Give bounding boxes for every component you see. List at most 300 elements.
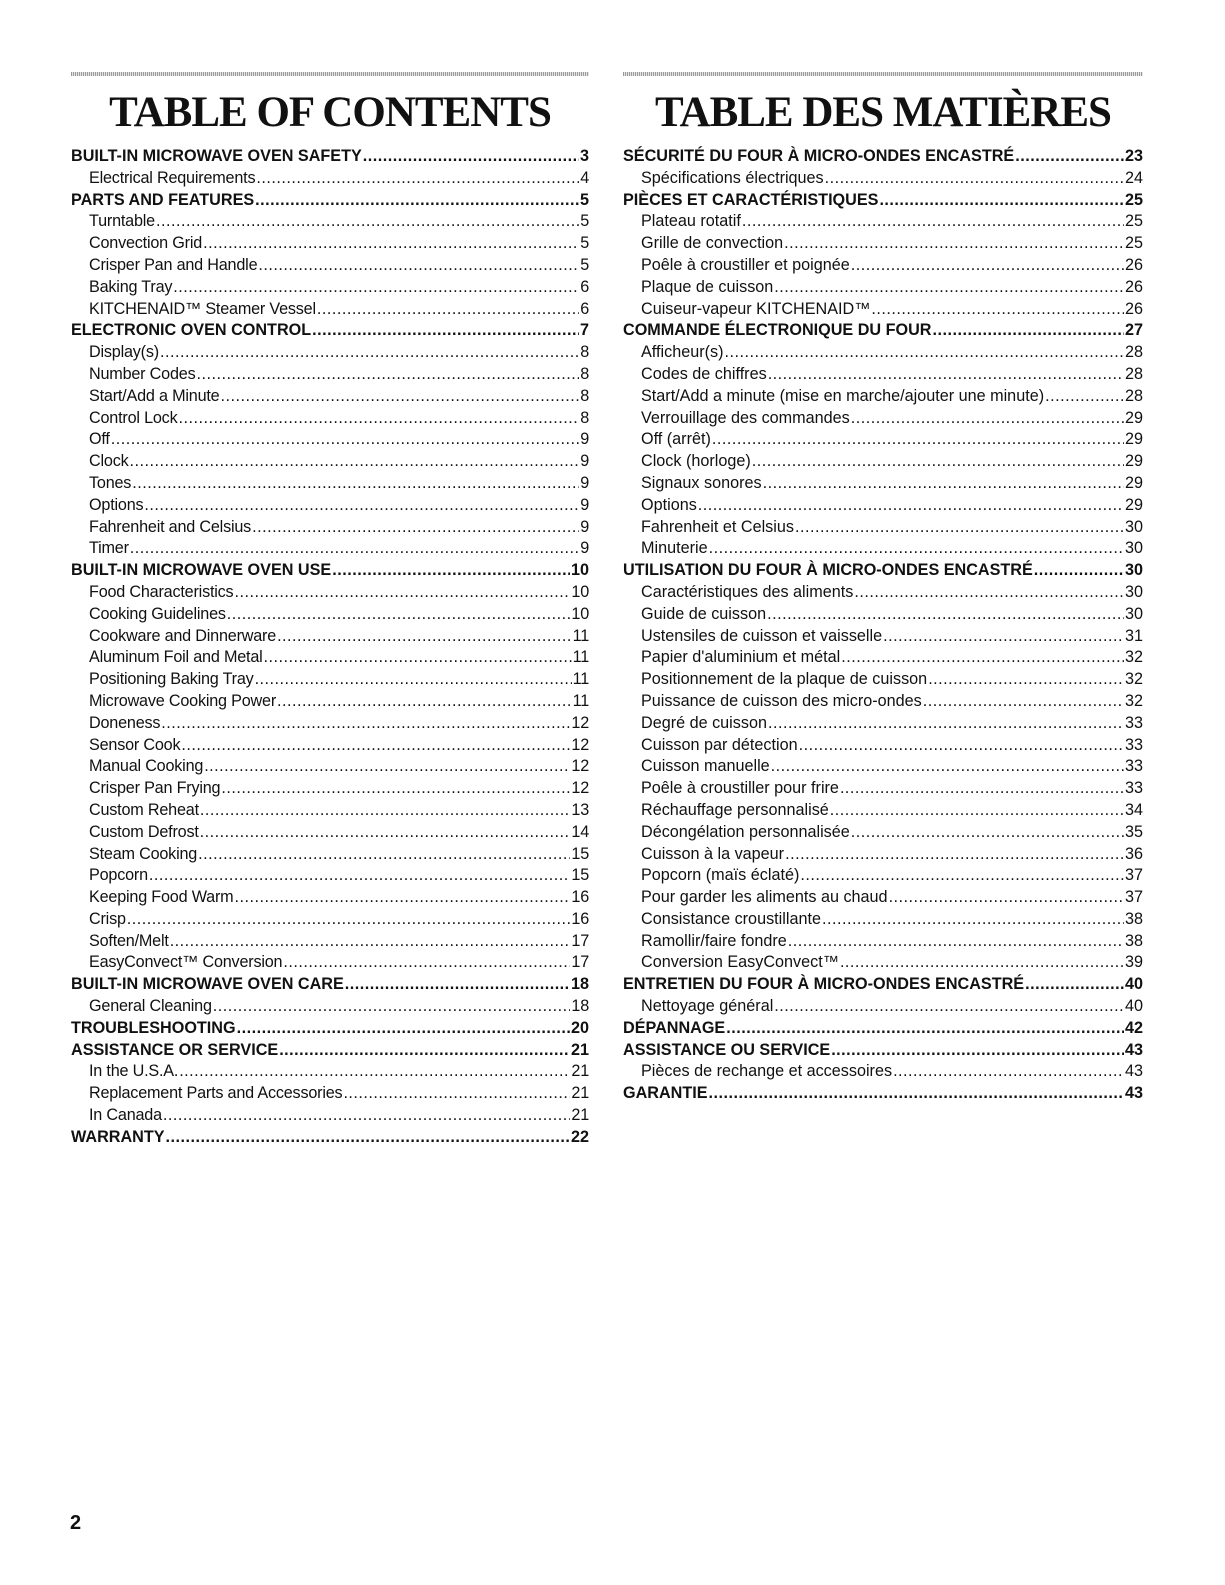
toc-entry-title: WARRANTY [71, 1127, 165, 1146]
toc-entry-page: 33 [1124, 713, 1143, 732]
toc-entry-title: Replacement Parts and Accessories [89, 1084, 343, 1103]
dot-leader [841, 647, 1124, 669]
dot-leader [893, 1061, 1124, 1083]
toc-subsection-entry [71, 364, 589, 386]
toc-list [623, 146, 1143, 1105]
toc-subsection-entry [623, 211, 1143, 233]
dot-leader [928, 669, 1124, 691]
toc-entry-title: Pour garder les aliments au chaud [641, 888, 888, 907]
toc-entry-page: 8 [580, 364, 589, 383]
dot-leader [111, 429, 579, 451]
dot-leader [317, 299, 579, 321]
toc-entry-page: 17 [571, 931, 589, 950]
toc-entry-page: 32 [1124, 670, 1143, 689]
toc-entry-page: 29 [1124, 495, 1143, 514]
toc-entry-page: 13 [571, 800, 589, 819]
toc-entry-page: 12 [571, 735, 589, 754]
toc-subsection-entry [623, 756, 1143, 778]
page-title: TABLE DES MATIÈRES [655, 89, 1111, 136]
dot-leader [1034, 560, 1124, 582]
toc-entry-title: EasyConvect™ Conversion [89, 953, 283, 972]
dot-leader [709, 538, 1124, 560]
dot-leader [840, 952, 1124, 974]
toc-section-entry [623, 974, 1143, 996]
toc-entry-title: KITCHENAID™ Steamer Vessel [89, 299, 316, 318]
toc-entry-title: Electrical Requirements [89, 168, 256, 187]
toc-entry-page: 31 [1124, 626, 1143, 645]
dot-leader [234, 582, 570, 604]
toc-entry-title: Doneness [89, 713, 161, 732]
toc-entry-title: Tones [89, 473, 132, 492]
toc-subsection-entry [623, 735, 1143, 757]
toc-entry-page: 34 [1124, 800, 1143, 819]
toc-subsection-entry [71, 495, 589, 517]
dot-leader [889, 887, 1124, 909]
toc-entry-page: 37 [1124, 888, 1143, 907]
toc-entry-title: Popcorn (maïs éclaté) [641, 866, 800, 885]
toc-entry-page: 16 [571, 888, 589, 907]
toc-subsection-entry [623, 408, 1143, 430]
toc-entry-page: 28 [1124, 364, 1143, 383]
toc-subsection-entry [623, 495, 1143, 517]
page-title: TABLE OF CONTENTS [109, 89, 551, 136]
dot-leader [363, 146, 579, 168]
toc-subsection-entry [71, 233, 589, 255]
toc-subsection-entry [71, 582, 589, 604]
dot-leader [774, 277, 1124, 299]
toc-entry-title: Options [89, 495, 144, 514]
toc-entry-title: Display(s) [89, 343, 159, 362]
toc-entry-title: Control Lock [89, 408, 178, 427]
toc-subsection-entry [71, 168, 589, 190]
toc-entry-title: Nettoyage général [641, 997, 774, 1016]
toc-entry-page: 15 [571, 866, 589, 885]
toc-entry-page: 43 [1124, 1040, 1143, 1059]
dot-leader [200, 822, 571, 844]
toc-subsection-entry [623, 582, 1143, 604]
dot-leader [237, 1018, 570, 1040]
toc-subsection-entry [623, 778, 1143, 800]
toc-subsection-entry [71, 647, 589, 669]
toc-entry-title: PARTS AND FEATURES [71, 190, 255, 209]
toc-entry-page: 9 [580, 517, 589, 536]
toc-entry-page: 25 [1124, 234, 1143, 253]
toc-entry-title: In Canada [89, 1106, 162, 1125]
dot-leader [200, 800, 571, 822]
dot-leader [726, 1018, 1124, 1040]
dot-leader [831, 1040, 1124, 1062]
dot-leader [132, 473, 579, 495]
toc-entry-page: 21 [571, 1084, 589, 1103]
toc-entry-page: 28 [1124, 386, 1143, 405]
dot-leader [698, 495, 1124, 517]
toc-subsection-entry [623, 538, 1143, 560]
toc-list [71, 146, 589, 1149]
toc-entry-page: 21 [571, 1062, 589, 1081]
toc-entry-title: Degré de cuisson [641, 713, 767, 732]
toc-entry-page: 7 [579, 321, 589, 340]
toc-entry-title: Minuterie [641, 539, 708, 558]
page-number: 2 [70, 1512, 82, 1534]
toc-entry-title: Aluminum Foil and Metal [89, 648, 263, 667]
dot-leader [213, 996, 571, 1018]
toc-entry-title: ELECTRONIC OVEN CONTROL [71, 321, 312, 340]
toc-entry-title: Custom Defrost [89, 822, 199, 841]
dot-leader [144, 495, 579, 517]
toc-entry-page: 10 [570, 561, 589, 580]
toc-entry-page: 27 [1124, 321, 1143, 340]
toc-entry-title: Positioning Baking Tray [89, 670, 254, 689]
toc-entry-title: Afficheur(s) [641, 343, 724, 362]
toc-entry-page: 30 [1124, 604, 1143, 623]
toc-section-entry [71, 146, 589, 168]
dot-leader [851, 822, 1124, 844]
toc-entry-title: Steam Cooking [89, 844, 198, 863]
toc-entry-page: 5 [580, 212, 589, 231]
toc-entry-page: 9 [580, 430, 589, 449]
toc-entry-title: Timer [89, 539, 129, 558]
toc-subsection-entry [623, 713, 1143, 735]
toc-entry-page: 40 [1124, 975, 1143, 994]
dot-leader [712, 429, 1124, 451]
toc-entry-page: 30 [1124, 561, 1143, 580]
toc-entry-title: Convection Grid [89, 234, 203, 253]
dot-leader [785, 844, 1124, 866]
toc-entry-title: Consistance croustillante [641, 909, 821, 928]
toc-entry-title: Papier d'aluminium et métal [641, 648, 841, 667]
toc-entry-title: PIÈCES ET CARACTÉRISTIQUES [623, 190, 879, 209]
toc-entry-title: Spécifications électriques [641, 168, 824, 187]
toc-section-entry [623, 1018, 1143, 1040]
toc-subsection-entry [71, 1105, 589, 1127]
dot-leader [923, 691, 1124, 713]
toc-entry-title: Number Codes [89, 364, 196, 383]
dot-leader [771, 756, 1124, 778]
toc-entry-page: 12 [571, 779, 589, 798]
toc-entry-title: Turntable [89, 212, 155, 231]
toc-entry-page: 12 [571, 757, 589, 776]
toc-entry-page: 16 [571, 909, 589, 928]
toc-entry-page: 6 [580, 277, 589, 296]
toc-entry-page: 26 [1124, 255, 1143, 274]
toc-entry-title: ENTRETIEN DU FOUR À MICRO-ONDES ENCASTRÉ [623, 975, 1025, 994]
toc-entry-page: 12 [571, 713, 589, 732]
toc-subsection-entry [623, 277, 1143, 299]
toc-entry-page: 11 [572, 691, 589, 710]
toc-section-entry [623, 1083, 1143, 1105]
toc-subsection-entry [71, 865, 589, 887]
toc-entry-page: 20 [570, 1018, 589, 1037]
dot-leader [851, 408, 1124, 430]
toc-entry-title: Cuiseur-vapeur KITCHENAID™ [641, 299, 871, 318]
toc-entry-page: 11 [572, 626, 589, 645]
toc-entry-title: Réchauffage personnalisé [641, 800, 829, 819]
dot-leader [256, 168, 579, 190]
dot-leader [227, 604, 571, 626]
toc-subsection-entry [71, 473, 589, 495]
toc-entry-page: 28 [1124, 343, 1143, 362]
toc-entry-page: 26 [1124, 277, 1143, 296]
toc-entry-title: General Cleaning [89, 997, 212, 1016]
toc-entry-page: 37 [1124, 866, 1143, 885]
toc-subsection-entry [71, 952, 589, 974]
toc-entry-page: 6 [580, 299, 589, 318]
dot-leader [277, 691, 572, 713]
toc-subsection-entry [623, 386, 1143, 408]
dot-leader [768, 364, 1124, 386]
dot-leader [830, 800, 1124, 822]
toc-entry-page: 43 [1124, 1084, 1143, 1103]
toc-entry-page: 30 [1124, 582, 1143, 601]
toc-entry-page: 32 [1124, 648, 1143, 667]
toc-entry-page: 36 [1124, 844, 1143, 863]
toc-entry-page: 43 [1124, 1062, 1143, 1081]
toc-entry-page: 5 [579, 190, 589, 209]
toc-subsection-entry [623, 865, 1143, 887]
toc-entry-title: Codes de chiffres [641, 364, 767, 383]
dot-leader [204, 756, 570, 778]
toc-entry-title: Plateau rotatif [641, 212, 741, 231]
toc-entry-title: Cookware and Dinnerware [89, 626, 277, 645]
toc-entry-title: Microwave Cooking Power [89, 691, 277, 710]
toc-subsection-entry [623, 996, 1143, 1018]
dot-leader [279, 1040, 570, 1062]
toc-subsection-entry [71, 451, 589, 473]
dot-leader [166, 1127, 570, 1149]
toc-entry-page: 35 [1124, 822, 1143, 841]
toc-entry-page: 30 [1124, 517, 1143, 536]
toc-entry-page: 39 [1124, 953, 1143, 972]
toc-subsection-entry [623, 299, 1143, 321]
toc-entry-title: Guide de cuisson [641, 604, 767, 623]
toc-subsection-entry [71, 429, 589, 451]
toc-subsection-entry [71, 408, 589, 430]
toc-subsection-entry [623, 822, 1143, 844]
toc-entry-page: 14 [571, 822, 589, 841]
dot-leader [840, 778, 1124, 800]
toc-section-entry [623, 1040, 1143, 1062]
dot-leader [178, 408, 579, 430]
toc-subsection-entry [623, 800, 1143, 822]
dot-leader [255, 669, 572, 691]
toc-subsection-entry [623, 517, 1143, 539]
toc-subsection-entry [71, 538, 589, 560]
dot-leader [768, 713, 1124, 735]
toc-subsection-entry [71, 1061, 589, 1083]
toc-subsection-entry [623, 451, 1143, 473]
toc-entry-title: Grille de convection [641, 234, 784, 253]
dot-leader [784, 233, 1124, 255]
toc-entry-title: BUILT-IN MICROWAVE OVEN CARE [71, 975, 344, 994]
toc-entry-page: 4 [580, 168, 589, 187]
dot-leader [1045, 386, 1124, 408]
toc-entry-title: Fahrenheit and Celsius [89, 517, 252, 536]
dot-leader [198, 844, 570, 866]
dot-leader [220, 386, 579, 408]
toc-section-entry [623, 320, 1143, 342]
toc-subsection-entry [71, 800, 589, 822]
toc-entry-page: 11 [572, 648, 589, 667]
dot-leader [709, 1083, 1124, 1105]
toc-entry-page: 32 [1124, 691, 1143, 710]
toc-entry-title: Ramollir/faire fondre [641, 931, 787, 950]
toc-subsection-entry [623, 626, 1143, 648]
dot-leader [129, 451, 579, 473]
toc-subsection-entry [623, 909, 1143, 931]
toc-entry-title: Clock [89, 452, 129, 471]
toc-subsection-entry [71, 778, 589, 800]
toc-section-entry [71, 974, 589, 996]
dot-leader [156, 211, 579, 233]
toc-entry-page: 25 [1124, 190, 1143, 209]
toc-entry-page: 10 [571, 582, 589, 601]
toc-entry-page: 8 [580, 343, 589, 362]
dot-leader [173, 277, 579, 299]
toc-subsection-entry [623, 1061, 1143, 1083]
toc-subsection-entry [71, 909, 589, 931]
toc-subsection-entry [623, 168, 1143, 190]
toc-subsection-entry [71, 887, 589, 909]
dot-leader [283, 952, 570, 974]
dot-leader [1015, 146, 1124, 168]
toc-subsection-entry [623, 473, 1143, 495]
toc-entry-title: Fahrenheit et Celsius [641, 517, 794, 536]
toc-entry-title: Start/Add a minute (mise en marche/ajouter une minute) [641, 386, 1045, 405]
toc-entry-page: 9 [580, 539, 589, 558]
toc-entry-title: Custom Reheat [89, 800, 199, 819]
toc-entry-page: 33 [1124, 757, 1143, 776]
dot-leader [258, 255, 579, 277]
dot-leader [774, 996, 1124, 1018]
toc-entry-page: 17 [571, 953, 589, 972]
toc-section-entry [71, 1040, 589, 1062]
dot-leader [822, 909, 1124, 931]
toc-entry-title: COMMANDE ÉLECTRONIQUE DU FOUR [623, 321, 932, 340]
dot-leader [1025, 974, 1124, 996]
toc-entry-page: 33 [1124, 735, 1143, 754]
dot-leader [221, 778, 570, 800]
dot-leader [181, 735, 570, 757]
toc-entry-page: 22 [570, 1127, 589, 1146]
toc-entry-title: Sensor Cook [89, 735, 181, 754]
dot-leader [196, 364, 579, 386]
toc-entry-title: Positionnement de la plaque de cuisson [641, 670, 928, 689]
dot-leader [332, 560, 570, 582]
dot-leader [795, 517, 1124, 539]
toc-subsection-entry [623, 844, 1143, 866]
dot-leader [851, 255, 1124, 277]
toc-entry-page: 18 [570, 975, 589, 994]
toc-entry-title: GARANTIE [623, 1084, 708, 1103]
toc-entry-page: 38 [1124, 909, 1143, 928]
toc-subsection-entry [623, 669, 1143, 691]
toc-entry-title: Start/Add a Minute [89, 386, 220, 405]
toc-subsection-entry [623, 647, 1143, 669]
toc-entry-title: Verrouillage des commandes [641, 408, 850, 427]
toc-entry-title: Pièces de rechange et accessoires [641, 1062, 893, 1081]
toc-entry-title: Poêle à croustiller et poignée [641, 255, 850, 274]
toc-subsection-entry [71, 604, 589, 626]
toc-subsection-entry [623, 931, 1143, 953]
toc-subsection-entry [71, 342, 589, 364]
dot-leader [127, 909, 571, 931]
toc-subsection-entry [623, 952, 1143, 974]
toc-entry-title: Poêle à croustiller pour frire [641, 779, 839, 798]
toc-entry-title: Plaque de cuisson [641, 277, 774, 296]
toc-entry-page: 25 [1124, 212, 1143, 231]
toc-entry-title: Baking Tray [89, 277, 173, 296]
toc-entry-title: Clock (horloge) [641, 452, 751, 471]
toc-entry-title: Crisper Pan and Handle [89, 255, 258, 274]
toc-entry-page: 29 [1124, 408, 1143, 427]
toc-entry-title: Cooking Guidelines [89, 604, 226, 623]
dot-leader [825, 168, 1124, 190]
dot-leader [799, 735, 1124, 757]
toc-entry-page: 3 [579, 147, 589, 165]
toc-entry-page: 42 [1124, 1018, 1143, 1037]
toc-entry-title: Off (arrêt) [641, 430, 711, 449]
toc-entry-title: Options [641, 495, 697, 514]
dot-leader [854, 582, 1124, 604]
toc-entry-title: Keeping Food Warm [89, 888, 234, 907]
dot-leader [724, 342, 1124, 364]
heading-rule [71, 72, 589, 76]
toc-subsection-entry [71, 1083, 589, 1105]
toc-entry-title: ASSISTANCE OU SERVICE [623, 1040, 831, 1059]
toc-entry-title: BUILT-IN MICROWAVE OVEN SAFETY [71, 147, 362, 165]
toc-section-entry [623, 190, 1143, 212]
toc-entry-title: SÉCURITÉ DU FOUR À MICRO-ONDES ENCASTRÉ [623, 147, 1015, 165]
toc-entry-page: 29 [1124, 473, 1143, 492]
toc-entry-title: Cuisson à la vapeur [641, 844, 785, 863]
toc-entry-page: 33 [1124, 779, 1143, 798]
toc-entry-title: Food Characteristics [89, 582, 234, 601]
dot-leader [312, 320, 579, 342]
dot-leader [277, 626, 572, 648]
dot-leader [252, 517, 579, 539]
toc-entry-title: Puissance de cuisson des micro-ondes [641, 691, 922, 710]
heading-rule [623, 72, 1143, 76]
toc-entry-page: 29 [1124, 430, 1143, 449]
toc-subsection-entry [71, 211, 589, 233]
dot-leader [203, 233, 579, 255]
toc-entry-page: 38 [1124, 931, 1143, 950]
toc-entry-title: UTILISATION DU FOUR À MICRO-ONDES ENCASTRÉ [623, 561, 1033, 580]
toc-column-english [71, 72, 589, 1149]
toc-entry-title: In the U.S.A. [89, 1062, 179, 1081]
toc-subsection-entry [623, 255, 1143, 277]
toc-entry-title: Crisper Pan Frying [89, 779, 221, 798]
toc-entry-page: 5 [580, 234, 589, 253]
toc-subsection-entry [623, 364, 1143, 386]
toc-entry-page: 15 [571, 844, 589, 863]
toc-entry-title: Caractéristiques des aliments [641, 582, 854, 601]
toc-entry-title: ASSISTANCE OR SERVICE [71, 1040, 279, 1059]
toc-subsection-entry [623, 691, 1143, 713]
toc-subsection-entry [71, 756, 589, 778]
dot-leader [742, 211, 1124, 233]
toc-entry-page: 24 [1124, 168, 1143, 187]
dot-leader [800, 865, 1124, 887]
dot-leader [752, 451, 1124, 473]
toc-subsection-entry [71, 844, 589, 866]
toc-section-entry [71, 320, 589, 342]
dot-leader [130, 538, 579, 560]
toc-section-entry [623, 146, 1143, 168]
dot-leader [343, 1083, 570, 1105]
toc-entry-page: 21 [570, 1040, 589, 1059]
toc-section-entry [71, 1127, 589, 1149]
